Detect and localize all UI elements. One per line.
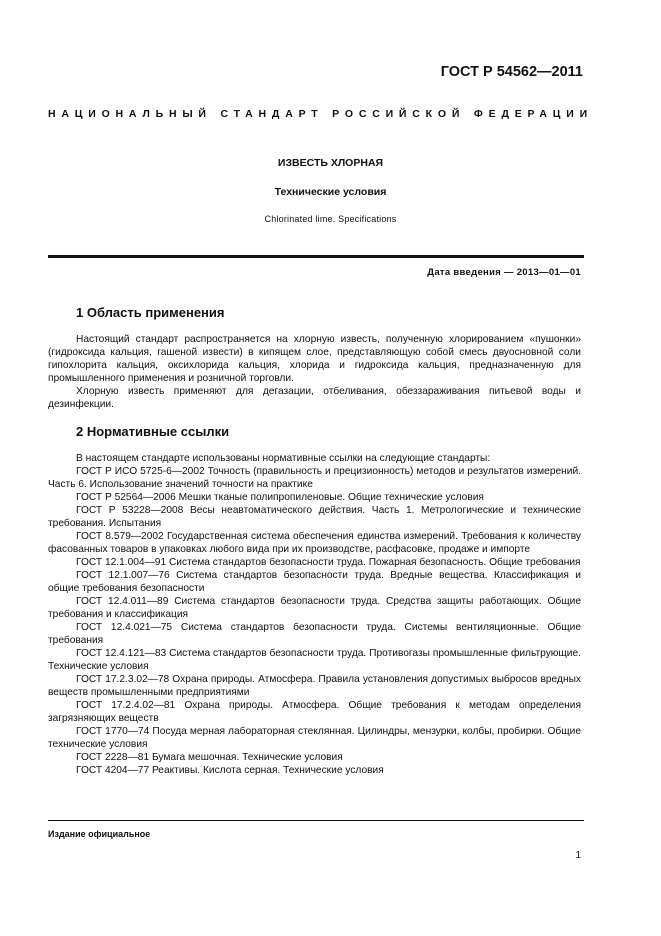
section-1-heading: 1 Область применения — [76, 305, 225, 320]
edition-note: Издание официальное — [48, 829, 151, 839]
national-standard-banner: НАЦИОНАЛЬНЫЙ СТАНДАРТ РОССИЙСКОЙ ФЕДЕРАЦИИ — [48, 108, 593, 120]
reference-item: ГОСТ 12.4.011—89 Система стандартов безопасности труда. Средства защиты работающих. Общие требования и классификация — [48, 596, 581, 620]
reference-item: ГОСТ Р ИСО 5725-6—2002 Точность (правильность и прецизионность) методов и результатов измерений. Часть 6. Использование значений точности на практике — [48, 466, 581, 490]
document-subtitle: Технические условия — [274, 186, 387, 198]
header-divider — [48, 255, 584, 258]
reference-item: ГОСТ 12.4.121—83 Система стандартов безопасности труда. Противогазы промышленные фильтрующие. Технические условия — [48, 648, 581, 672]
reference-item: ГОСТ 1770—74 Посуда мерная лабораторная стеклянная. Цилиндры, мензурки, колбы, пробирки. Общие технические условия — [48, 726, 581, 750]
reference-item: ГОСТ Р 53228—2008 Весы неавтоматического действия. Часть 1. Метрологические и технические требования. Испытания — [48, 505, 581, 529]
paragraph: Настоящий стандарт распространяется на хлорную известь, полученную хлорированием «пушонки» (гидроксида кальция, гашеной извести) в кипящем слое, представляющую собой смесь двуосновной соли гипохлорита кальция, оксихлорида кальция, хлорида и гидроксида кальция, предназначенную для промышленного применения и розничной торговли. — [48, 334, 581, 384]
reference-item: ГОСТ 8.579—2002 Государственная система обеспечения единства измерений. Требования к количеству фасованных товаров в упаковках любого вида при их производстве, расфасовке, продаже и импорте — [48, 531, 581, 555]
section-1-body — [48, 333, 581, 411]
reference-item: ГОСТ 17.2.4.02—81 Охрана природы. Атмосфера. Общие требования к методам определения загрязняющих веществ — [48, 700, 581, 724]
references-list — [48, 452, 581, 777]
reference-item: ГОСТ 12.1.007—76 Система стандартов безопасности труда. Вредные вещества. Классификация и общие требования безопасности — [48, 570, 581, 594]
reference-item: ГОСТ 17.2.3.02—78 Охрана природы. Атмосфера. Правила установления допустимых выбросов вредных веществ промышленными предприятиями — [48, 674, 581, 698]
page-number: 1 — [575, 850, 581, 861]
reference-item: ГОСТ Р 52564—2006 Мешки тканые полипропиленовые. Общие технические условия — [76, 492, 484, 503]
english-title: Chlorinated lime. Specifications — [264, 214, 397, 224]
footer-divider — [48, 820, 584, 821]
reference-item: ГОСТ 4204—77 Реактивы. Кислота серная. Технические условия — [76, 765, 384, 776]
document-title: ИЗВЕСТЬ ХЛОРНАЯ — [277, 157, 384, 169]
reference-item: ГОСТ 12.1.004—91 Система стандартов безопасности труда. Пожарная безопасность. Общие требования — [76, 557, 581, 568]
standard-code: ГОСТ Р 54562—2011 — [440, 64, 583, 80]
section-2-heading: 2 Нормативные ссылки — [76, 424, 230, 439]
references-intro: В настоящем стандарте использованы нормативные ссылки на следующие стандарты: — [76, 453, 491, 464]
paragraph: Хлорную известь применяют для дегазации, отбеливания, обеззараживания питьевой воды и дезинфекции. — [48, 386, 581, 410]
introduction-date: Дата введения — 2013—01—01 — [427, 267, 581, 278]
reference-item: ГОСТ 12.4.021—75 Система стандартов безопасности труда. Системы вентиляционные. Общие требования — [48, 622, 581, 646]
reference-item: ГОСТ 2228—81 Бумага мешочная. Технические условия — [76, 752, 343, 763]
